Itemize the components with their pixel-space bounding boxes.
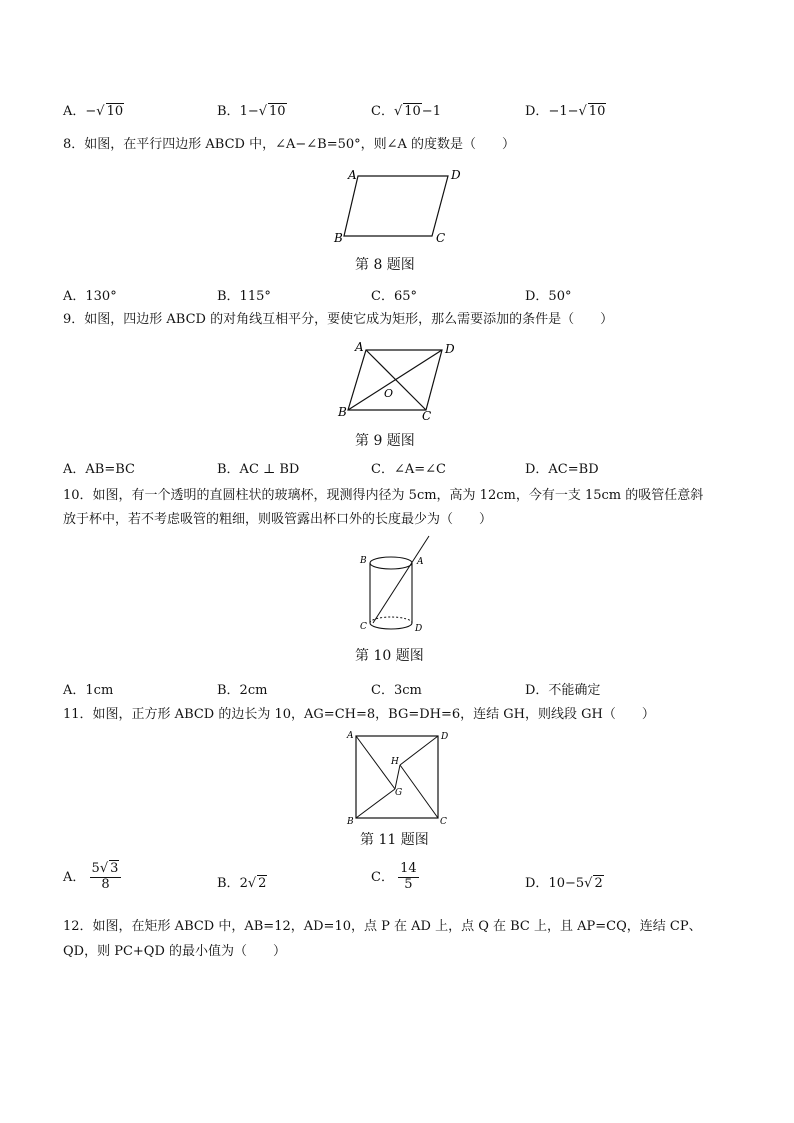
q10-question-line1: 10．如图，有一个透明的直圆柱状的玻璃杯，现测得内径为 5cm，高为 12cm，今有一支 15cm 的吸管任意斜 (63, 488, 704, 503)
q11-label-g: G (395, 788, 403, 798)
q7-option-a: A．−√ 10 (63, 104, 124, 119)
q8-option-b: B．115° (217, 289, 271, 304)
q8-label-a: A (348, 168, 357, 182)
q10-option-a: A．1cm (63, 683, 114, 698)
q11-option-d: D．10−5√ 2 (525, 876, 603, 891)
q11-label-b: B (347, 817, 354, 827)
q9-option-b: B．AC ⊥ BD (217, 462, 300, 477)
q10-caption: 第 10 题图 (355, 648, 424, 664)
q10-figure-cylinder (345, 533, 455, 641)
q9-figure-quadrilateral (330, 338, 470, 424)
q11-option-c: C． $\frac{14}{5}$ (371, 861, 417, 892)
q8-figure-parallelogram (330, 164, 470, 248)
q9-label-a: A (355, 340, 364, 354)
q11-figure-square (340, 728, 460, 828)
q7-options (63, 100, 703, 124)
q11-label-h: H (391, 757, 399, 767)
q10-question-line2: 放于杯中，若不考虑吸管的粗细，则吸管露出杯口外的长度最少为（ ） (63, 512, 493, 527)
q10-option-d: D．不能确定 (525, 683, 601, 698)
q11-question: 11．如图，正方形 ABCD 的边长为 10，AG=CH=8，BG=DH=6，连结 GH，则线段 GH（ ） (63, 707, 655, 722)
q8-option-a: A．130° (63, 289, 117, 304)
q10-label-b: B (360, 556, 367, 566)
q11-options (63, 862, 703, 902)
q8-caption: 第 8 题图 (355, 257, 415, 273)
q9-label-o: O (384, 387, 394, 400)
q11-caption: 第 11 题图 (360, 832, 429, 848)
q8-option-d: D．50° (525, 289, 572, 304)
q8-label-b: B (334, 231, 343, 245)
q7-option-c: C．√ 10−1 (371, 104, 441, 119)
q11-label-a: A (347, 731, 354, 741)
q10-label-c: C (360, 622, 367, 632)
q11-label-d: D (441, 732, 449, 742)
q10-option-c: C．3cm (371, 683, 422, 698)
q11-label-c: C (440, 817, 447, 827)
q10-label-d: D (415, 624, 423, 634)
q10-label-a: A (417, 557, 424, 567)
q11-option-b: B．2√ 2 (217, 876, 267, 891)
q9-label-b: B (338, 405, 347, 419)
q10-option-b: B．2cm (217, 683, 268, 698)
q9-option-a: A．AB=BC (63, 462, 135, 477)
q12-question-line1: 12．如图，在矩形 ABCD 中，AB=12，AD=10，点 P 在 AD 上，点 Q 在 BC 上，且 AP=CQ，连结 CP、 (63, 919, 702, 934)
q12-question-line2: QD，则 PC+QD 的最小值为（ ） (63, 944, 287, 959)
q9-label-c: C (422, 409, 432, 423)
q7-option-b: B．1−√ 10 (217, 104, 286, 119)
q9-question: 9．如图，四边形 ABCD 的对角线互相平分，要使它成为矩形，那么需要添加的条件是（ ） (63, 312, 614, 327)
q10-options (63, 679, 703, 703)
q8-options (63, 285, 703, 309)
q9-option-d: D．AC=BD (525, 462, 599, 477)
q8-option-c: C．65° (371, 289, 417, 304)
q9-options (63, 458, 703, 482)
q9-label-d: D (445, 342, 455, 356)
q8-label-d: D (451, 168, 461, 182)
q9-caption: 第 9 题图 (355, 433, 415, 449)
q8-label-c: C (436, 231, 446, 245)
q8-question: 8．如图，在平行四边形 ABCD 中，∠A−∠B=50°，则∠A 的度数是（ ） (63, 137, 516, 152)
q11-option-a: A． $\frac{5√ 3}{8}$ (63, 862, 121, 893)
q7-option-d: D．−1−√ 10 (525, 104, 606, 119)
q9-option-c: C．∠A=∠C (371, 462, 446, 477)
